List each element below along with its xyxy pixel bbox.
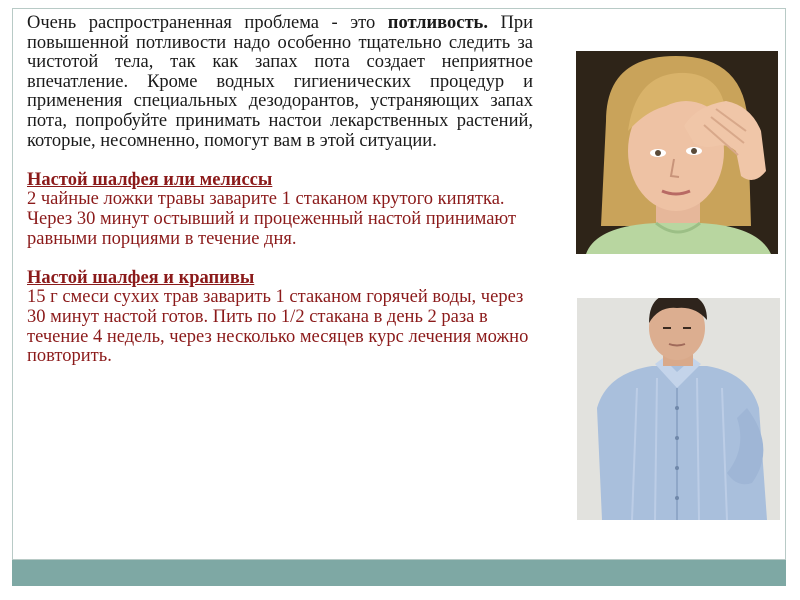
intro-rest: При повышенной потливости надо особенно тщательно следить за чистотой тела, так как запах пота создает неприятное впечатление. Кроме водных гигиенических процедур и применения специальных дезодорантов, устраняющих запах пота, попробуйте принимать настои лекарственных растений, которые, несомненно, помогут вам в этой ситуации. bbox=[27, 13, 533, 151]
intro-lead: Очень распространенная проблема - это bbox=[27, 13, 376, 33]
recipe-body: 2 чайные ложки травы заварите 1 стаканом крутого кипятка. Через 30 минут остывший и процеженный настой принимают равными порциями в течение дня. bbox=[27, 189, 517, 249]
recipe-sage-nettle bbox=[27, 269, 533, 367]
intro-keyword: потливость. bbox=[387, 13, 488, 33]
recipe-title: Настой шалфея и крапивы bbox=[27, 267, 255, 288]
recipe-body: 15 г смеси сухих трав заварить 1 стаканом горячей воды, через 30 минут настой готов. Пить по 1/2 стакана в день 2 раза в течение 4 недель, через несколько месяцев курс лечения можно повторить. bbox=[27, 287, 529, 367]
text-column bbox=[27, 14, 533, 367]
recipe-sage-melissa bbox=[27, 171, 533, 249]
woman-illustration bbox=[576, 51, 778, 254]
man-photo bbox=[577, 298, 780, 520]
intro-paragraph bbox=[27, 14, 533, 151]
recipe-title: Настой шалфея или мелиссы bbox=[27, 169, 273, 190]
bottom-band bbox=[12, 560, 786, 586]
woman-photo bbox=[576, 51, 778, 254]
man-illustration bbox=[577, 298, 780, 520]
